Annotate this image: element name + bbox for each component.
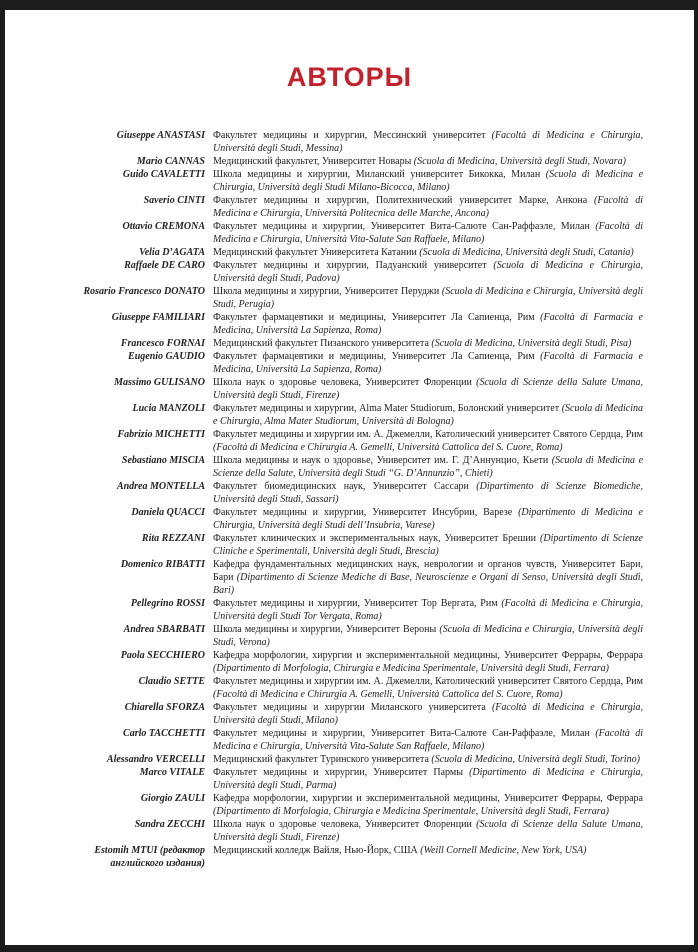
affiliation-russian: Кафедра морфологии, хирургии и экспериментальной медицины, Университет Феррары, Феррара <box>213 650 643 661</box>
affiliation-italian: (Facoltà di Medicina e Chirurgia, Università Vita-Salute San Raffaele, Milano) <box>213 221 644 245</box>
author-row <box>67 766 694 792</box>
author-row <box>67 701 694 727</box>
affiliation-italian: (Weill Cornell Medicine, New York, USA) <box>420 845 587 856</box>
affiliation-italian: (Scuola di Medicina, Università degli Studi, Novara) <box>413 156 626 167</box>
author-affiliation <box>213 532 643 558</box>
affiliation-italian: (Scuola di Scienze della Salute Umana, Università degli Studi, Firenze) <box>213 819 643 843</box>
affiliation-russian: Факультет клинических и экспериментальных наук, Университет Брешии <box>213 533 537 544</box>
affiliation-italian: (Scuola di Medicina, Università degli Studi, Torino) <box>431 754 640 765</box>
affiliation-russian: Факультет медицины и хирургии, Университет Тор Вергата, Рим <box>213 598 498 609</box>
author-name: Massimo GULISANO <box>114 377 205 388</box>
affiliation-italian: (Dipartimento di Medicina e Chirurgia, Università degli Studi, Parma) <box>213 767 644 791</box>
affiliation-italian: (Scuola di Medicina e Chirurgia, Università degli Studi Milano-Bicocca, Milano) <box>213 169 644 193</box>
affiliation-russian: Факультет медицины и хирургии, Университет Вита-Салюте Сан-Раффаэле, Милан <box>213 728 590 739</box>
affiliation-russian: Факультет медицины и хирургии Миланского университета <box>213 702 486 713</box>
author-affiliation <box>213 558 643 597</box>
author-affiliation <box>213 649 643 675</box>
affiliation-russian: Факультет медицины и хирургии, Падуанский университет <box>213 260 487 271</box>
affiliation-russian: Школа наук о здоровье человека, Университет Флоренции <box>213 819 472 830</box>
author-affiliation <box>213 766 643 792</box>
affiliation-italian: (Dipartimento di Scienze Mediche di Base, Neuroscienze e Organi di Senso, Università degli Studi, Bari) <box>213 572 643 596</box>
author-affiliation <box>213 337 643 350</box>
affiliation-russian: Факультет медицины и хирургии, Университет Пармы <box>213 767 463 778</box>
author-row <box>67 597 694 623</box>
affiliation-italian: (Facoltà di Medicina e Chirurgia, Università Vita-Salute San Raffaele, Milano) <box>213 728 644 752</box>
author-name: Raffaele DE CARO <box>124 260 205 271</box>
affiliation-russian: Школа медицины и наук о здоровье, Университет им. Г. Д’Аннунцио, Кьети <box>213 455 549 466</box>
affiliation-russian: Школа медицины и хирургии, Университет Перуджи <box>213 286 440 297</box>
affiliation-russian: Медицинский факультет Университета Катании <box>213 247 417 258</box>
author-row <box>67 311 694 337</box>
author-affiliation <box>213 454 643 480</box>
author-row <box>67 558 694 597</box>
affiliation-russian: Школа наук о здоровье человека, Университет Флоренции <box>213 377 472 388</box>
author-name: Andrea SBARBATI <box>123 624 205 635</box>
author-name: Giuseppe ANASTASI <box>116 130 205 141</box>
author-name: Saverio CINTI <box>143 195 205 206</box>
author-row <box>67 753 694 766</box>
affiliation-italian: (Scuola di Medicina e Chirurgia, Università degli Studi, Padova) <box>213 260 644 284</box>
author-name: Francesco FORNAI <box>120 338 205 349</box>
author-affiliation <box>213 402 643 428</box>
author-name: Marco VITALE <box>139 767 205 778</box>
author-row <box>67 402 694 428</box>
author-affiliation <box>213 623 643 649</box>
author-name: Rosario Francesco DONATO <box>83 286 205 297</box>
author-row <box>67 285 694 311</box>
affiliation-italian: (Facoltà di Medicina e Chirurgia, Università Politecnica delle Marche, Ancona) <box>213 195 644 219</box>
affiliation-italian: (Facoltà di Farmacia e Medicina, Università La Sapienza, Roma) <box>213 351 643 375</box>
author-row <box>67 155 694 168</box>
author-row <box>67 428 694 454</box>
author-row <box>67 649 694 675</box>
author-row <box>67 844 694 870</box>
authors-list <box>67 129 694 870</box>
author-row <box>67 532 694 558</box>
affiliation-italian: (Scuola di Medicina, Università degli Studi, Pisa) <box>431 338 632 349</box>
author-name: Claudio SETTE <box>138 676 205 687</box>
author-affiliation <box>213 194 643 220</box>
affiliation-italian: (Dipartimento di Morfologia, Chirurgia e Medicina Sperimentale, Università degli Studi, Ferrara) <box>213 663 609 674</box>
affiliation-russian: Школа медицины и хирургии, Миланский университет Бикокка, Милан <box>213 169 541 180</box>
affiliation-italian: (Dipartimento di Scienze Cliniche e Sperimentali, Università degli Studi, Brescia) <box>213 533 643 557</box>
author-affiliation <box>213 428 643 454</box>
author-row <box>67 168 694 194</box>
author-row <box>67 246 694 259</box>
affiliation-italian: (Dipartimento di Scienze Biomediche, Università degli Studi, Sassari) <box>213 481 643 505</box>
author-row <box>67 350 694 376</box>
author-name: Guido CAVALETTI <box>122 169 205 180</box>
author-affiliation <box>213 480 643 506</box>
affiliation-italian: (Facoltà di Medicina e Chirurgia, Università degli Studi Tor Vergata, Roma) <box>213 598 643 622</box>
author-affiliation <box>213 818 643 844</box>
author-affiliation <box>213 792 643 818</box>
author-name: Velia D’AGATA <box>139 247 205 258</box>
author-name: Estomih MTUI (редактор английского издания) <box>94 845 205 869</box>
author-row <box>67 129 694 155</box>
author-name: Chiarella SFORZA <box>124 702 205 713</box>
affiliation-russian: Факультет медицины и хирургии, Мессинский университет <box>213 130 486 141</box>
author-affiliation <box>213 350 643 376</box>
author-name: Giuseppe FAMILIARI <box>111 312 205 323</box>
affiliation-russian: Факультет фармацевтики и медицины, Университет Ла Сапиенца, Рим <box>213 312 535 323</box>
author-affiliation <box>213 727 643 753</box>
author-row <box>67 506 694 532</box>
author-name: Giorgio ZAULI <box>140 793 205 804</box>
author-name: Eugenio GAUDIO <box>128 351 205 362</box>
affiliation-russian: Факультет медицины и хирургии им. А. Джемелли, Католический университет Святого Сердца, Рим <box>213 429 643 440</box>
affiliation-italian: (Scuola di Medicina e Scienze della Salute, Università degli Studi “G. D’Annunzio”, Chieti) <box>213 455 644 479</box>
affiliation-italian: (Scuola di Medicina e Chirurgia, Università degli Studi, Verona) <box>213 624 643 648</box>
author-affiliation <box>213 506 643 532</box>
affiliation-russian: Факультет биомедицинских наук, Университет Сассари <box>213 481 469 492</box>
author-name: Domenico RIBATTI <box>120 559 205 570</box>
author-affiliation <box>213 129 643 155</box>
affiliation-russian: Медицинский факультет Пизанского университета <box>213 338 429 349</box>
author-row <box>67 337 694 350</box>
author-name: Ottavio CREMONA <box>122 221 205 232</box>
author-row <box>67 220 694 246</box>
affiliation-russian: Факультет фармацевтики и медицины, Университет Ла Сапиенца, Рим <box>213 351 535 362</box>
affiliation-russian: Факультет медицины и хирургии, Политехнический университет Марке, Анкона <box>213 195 588 206</box>
affiliation-russian: Медицинский факультет, Университет Новары <box>213 156 412 167</box>
author-name: Fabrizio MICHETTI <box>117 429 205 440</box>
author-name: Andrea MONTELLA <box>116 481 205 492</box>
affiliation-italian: (Facoltà di Medicina e Chirurgia A. Gemelli, Università Cattolica del S. Cuore, Roma) <box>213 442 563 453</box>
author-row <box>67 480 694 506</box>
author-row <box>67 792 694 818</box>
author-affiliation <box>213 844 643 857</box>
affiliation-italian: (Facoltà di Medicina e Chirurgia, Università degli Studi, Messina) <box>213 130 643 154</box>
author-affiliation <box>213 675 643 701</box>
affiliation-russian: Кафедра морфологии, хирургии и экспериментальной медицины, Университет Феррары, Феррара <box>213 793 643 804</box>
author-name: Alessandro VERCELLI <box>106 754 205 765</box>
author-name: Paola SECCHIERO <box>120 650 205 661</box>
affiliation-russian: Медицинский факультет Туринского университета <box>213 754 429 765</box>
author-name: Lucia MANZOLI <box>132 403 205 414</box>
author-affiliation <box>213 597 643 623</box>
author-affiliation <box>213 753 643 766</box>
affiliation-russian: Кафедра фундаментальных медицинских наук, неврологии и органов чувств, Университет Бари, Бари <box>213 559 643 583</box>
affiliation-russian: Факультет медицины и хирургии, Университет Вита-Салюте Сан-Раффаэле, Милан <box>213 221 590 232</box>
affiliation-italian: (Facoltà di Farmacia e Medicina, Università La Sapienza, Roma) <box>213 312 643 336</box>
author-name: Rita REZZANI <box>141 533 205 544</box>
author-row <box>67 623 694 649</box>
author-affiliation <box>213 220 643 246</box>
affiliation-italian: (Facoltà di Medicina e Chirurgia A. Gemelli, Università Cattolica del S. Cuore, Roma) <box>213 689 563 700</box>
author-row <box>67 818 694 844</box>
author-affiliation <box>213 246 643 259</box>
author-affiliation <box>213 285 643 311</box>
author-name: Daniela QUACCI <box>131 507 205 518</box>
author-row <box>67 194 694 220</box>
affiliation-italian: (Scuola di Medicina e Chirurgia, Alma Mater Studiorum, Università di Bologna) <box>213 403 644 427</box>
author-affiliation <box>213 376 643 402</box>
affiliation-italian: (Facoltà di Medicina e Chirurgia, Università degli Studi, Milano) <box>213 702 643 726</box>
author-row <box>67 454 694 480</box>
affiliation-russian: Медицинский колледж Вайля, Нью-Йорк, США <box>213 845 418 856</box>
author-affiliation <box>213 155 643 168</box>
author-name: Mario CANNAS <box>136 156 205 167</box>
author-row <box>67 727 694 753</box>
author-row <box>67 259 694 285</box>
author-name: Carlo TACCHETTI <box>123 728 205 739</box>
author-name: Sandra ZECCHI <box>134 819 205 830</box>
author-affiliation <box>213 259 643 285</box>
affiliation-italian: (Scuola di Medicina e Chirurgia, Università degli Studi, Perugia) <box>213 286 643 310</box>
affiliation-italian: (Scuola di Medicina, Università degli Studi, Catania) <box>419 247 634 258</box>
affiliation-italian: (Dipartimento di Medicina e Chirurgia, Università degli Studi dell’Insubria, Varese) <box>213 507 644 531</box>
affiliation-russian: Факультет медицины и хирургии, Университет Инсубрии, Варезе <box>213 507 513 518</box>
author-affiliation <box>213 701 643 727</box>
author-affiliation <box>213 311 643 337</box>
affiliation-russian: Школа медицины и хирургии, Университет Вероны <box>213 624 437 635</box>
author-affiliation <box>213 168 643 194</box>
affiliation-russian: Факультет медицины и хирургии им. А. Джемелли, Католический университет Святого Сердца, Рим <box>213 676 643 687</box>
author-row <box>67 675 694 701</box>
affiliation-russian: Факультет медицины и хирургии, Alma Mater Studiorum, Болонский университет <box>213 403 560 414</box>
author-row <box>67 376 694 402</box>
affiliation-italian: (Scuola di Scienze della Salute Umana, Università degli Studi, Firenze) <box>213 377 643 401</box>
author-name: Sebastiano MISCIA <box>121 455 205 466</box>
author-name: Pellegrino ROSSI <box>130 598 205 609</box>
page-title: АВТОРЫ <box>286 62 413 92</box>
affiliation-italian: (Dipartimento di Morfologia, Chirurgia e Medicina Sperimentale, Università degli Studi, Ferrara) <box>213 806 609 817</box>
